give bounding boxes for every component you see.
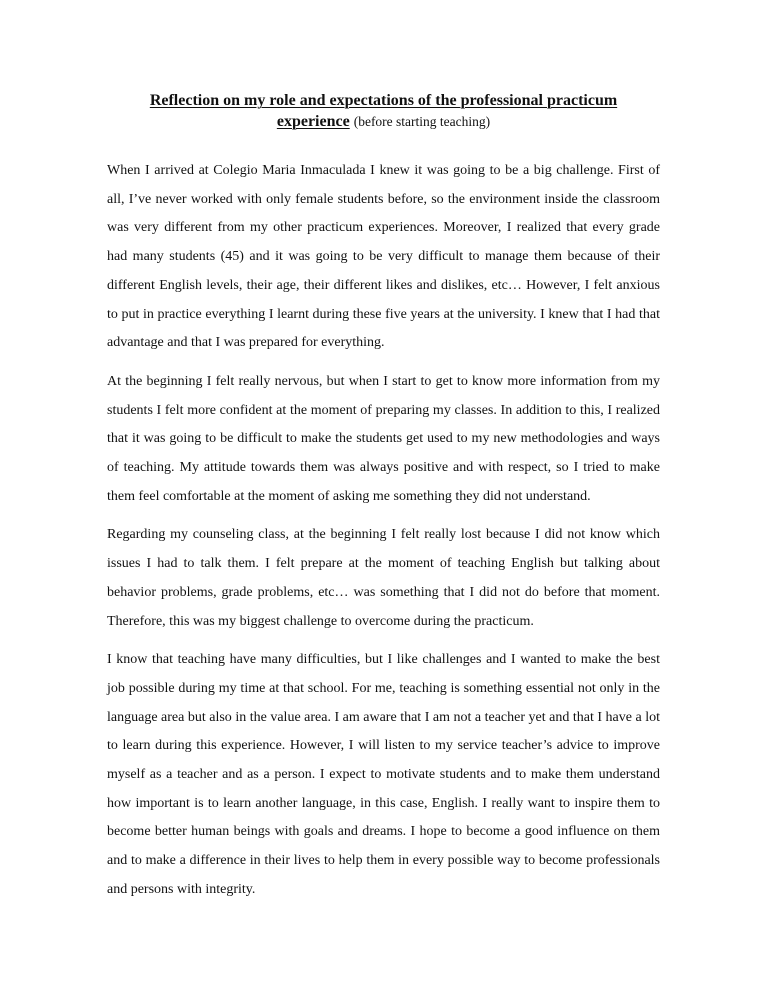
paragraph-3: Regarding my counseling class, at the beginning I felt really lost because I did not know which issues I had to talk them. I felt prepare at the moment of teaching English but talking about behavior problems, grade problems, etc… was something that I did not do before that moment. Therefore, this was my biggest challenge to overcome during the practicum.: [107, 527, 660, 629]
paragraph-4: I know that teaching have many difficulties, but I like challenges and I wanted to make the best job possible during my time at that school. For me, teaching is something essential not only in the language area but also in the value area. I am aware that I am not a teacher yet and that I have a lot to learn during this experience. However, I will listen to my service teacher’s advice to improve myself as a teacher and as a person. I expect to motivate students and to make them understand how important is to learn another language, in this case, English. I really want to inspire them to become better human beings with goals and dreams. I hope to become a good influence on them and to make a difference in their lives to help them in every possible way to become professionals and persons with integrity.: [107, 652, 660, 897]
title-line-1: Reflection on my role and expectations of the professional practicum: [149, 92, 618, 109]
paragraph-1: When I arrived at Colegio Maria Inmaculada I knew it was going to be a big challenge. First of all, I’ve never worked with only female students before, so the environment inside the classroom was very different from my other practicum experiences. Moreover, I realized that every grade had many students (45) and it was going to be very difficult to manage them because of their different English levels, their age, their different likes and dislikes, etc… However, I felt anxious to put in practice everything I learnt during these five years at the university. I knew that I had that advantage and that I was prepared for everything.: [107, 163, 660, 351]
title-line-2: experience: [276, 113, 350, 130]
title-note: (before starting teaching): [353, 114, 491, 129]
paragraph-2: At the beginning I felt really nervous, but when I start to get to know more information from my students I felt more confident at the moment of preparing my classes. In addition to this, I realized that it was going to be difficult to make the students get used to my new methodologies and ways of teaching. My attitude towards them was always positive and with respect, so I tried to make them feel comfortable at the moment of asking me something they did not understand.: [107, 373, 660, 504]
document-title: [107, 90, 660, 132]
document-page: [107, 90, 660, 915]
